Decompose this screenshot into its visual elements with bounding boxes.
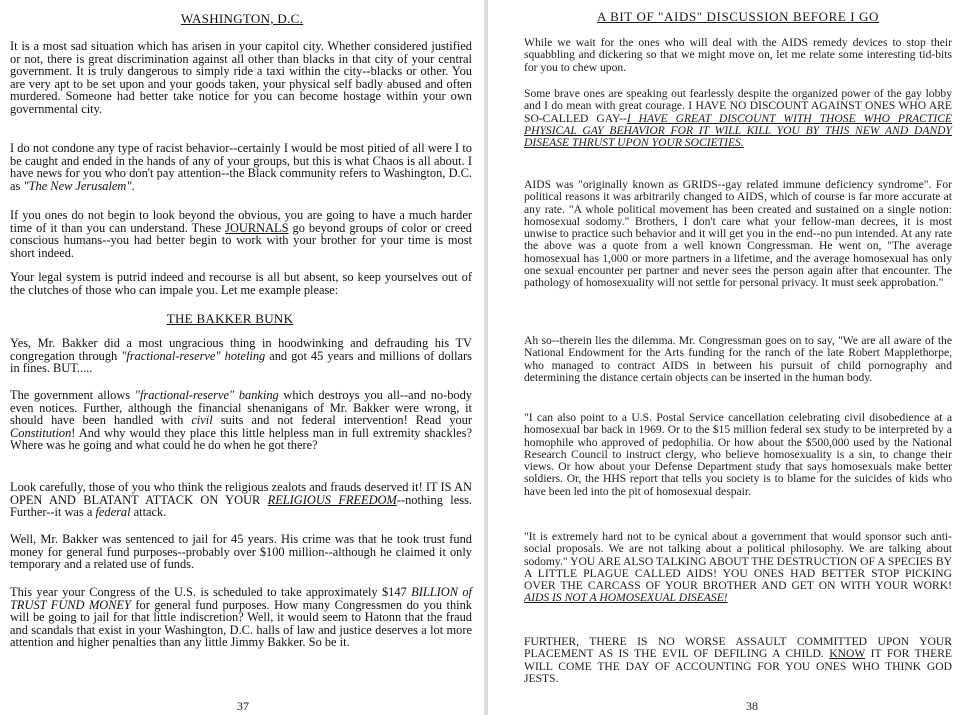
paragraph: "It is extremely hard not to be cynical about a government that would sponsor such anti-social proposals. We are not talking about a political philosophy. We are talking about sodomy." YOU ARE ALSO TALKING ABOUT THE DESTRUCTION OF A SPECIES BY A LITTLE PLAGUE CALLED AIDS! YOU ONES HAD BETTER STOP PICKING OVER THE CARCASS OF YOUR BROTHER AND GET ON WITH YOUR WORK! AIDS IS NOT A HOMOSEXUAL DISEASE! <box>524 530 952 605</box>
paragraph: Well, Mr. Bakker was sentenced to jail for 45 years. His crime was that he took trust fund money for general fund purposes--probably over $100 million--although he claimed it only temporary and a related use of funds. <box>10 532 472 572</box>
paragraph: It is a most sad situation which has arisen in your capitol city. Whether considered justified or not, there is great discrimination against all other than blacks in that city of your central government. It is truly dangerous to simply ride a taxi within the city--blacks or other. You are very apt to be set upon and your goods taken, your physical self badly abused and often murdered. Someone had better take notice for you can become hostage within your own governmental city. <box>10 39 472 116</box>
left-page <box>0 0 484 715</box>
paragraph: AIDS was "originally known as GRIDS--gay related immune deficiency syndrome". For political reasons it was arbitrarily changed to AIDS, which of course is far more accurate at any rate. "A whole political movement has been created and sustained on a single notion: homosexual sodomy." Brothers, I don't care what your fellow-man decrees, it is most unwise to practice such behavior and it will get you in the end--no pun intended. At any rate the above was a quote from a well known Congressman. He went on, "The average homosexual has 1,000 or more partners in a lifetime, and the average homosexual has only one sexual encounter per partner and never sees the person again after that encounter. The pathology of homosexuality will not settle for personal privacy. It must seek approbation." <box>524 178 952 290</box>
right-page <box>488 0 969 715</box>
paragraph: I do not condone any type of racist behavior--certainly I would be most pitied of all were I to be caught and ended in the hands of any of your groups, but this is what Chaos is all about. I have news for you who don't pay attention--the Black community refers to Washington, D.C. as "The New Jerusalem". <box>10 141 472 193</box>
section-heading-aids: A BIT OF "AIDS" DISCUSSION BEFORE I GO <box>596 9 879 24</box>
paragraph: The government allows "fractional-reserve" banking which destroys you all--and no-body even notices. Further, although the financial shenanigans of Mr. Bakker were wrong, it should have been handled with civil suits and not federal intervention! Read your Constitution! And why would they place this little helpless man in full extremity shackles? Where was he going and what could he do when he got there? <box>10 388 472 453</box>
paragraph: Look carefully, those of you who think the religious zealots and frauds deserved it! IT IS AN OPEN AND BLATANT ATTACK ON YOUR RELIGIOUS FREEDOM--nothing less. Further--it was a federal attack. <box>10 480 472 520</box>
paragraph: Your legal system is putrid indeed and recourse is all but absent, so keep yourselves out of the clutches of those who can impale you. Let me example please: <box>10 270 472 297</box>
paragraph: "I can also point to a U.S. Postal Service cancellation celebrating civil disobedience at a homosexual bar back in 1969. Or to the $15 million federal sex study to be interpreted by a homophile who approved of pedophilia. Or how about the $500,000 used by the National Research Council to instruct clergy, who believe homosexuality is a sin, to change their views. Or how about your Defense Department study that says homosexuals make better soldiers. Or, the HHS report that tells you society is to blame for the suicides of kids who have been led into the pit of homosexual despair. <box>524 411 952 498</box>
paragraph: While we wait for the ones who will deal with the AIDS remedy devices to stop their squabbling and dickering so that we might move on, let me relate some interesting tid-bits for you to chew upon. <box>524 36 952 74</box>
paragraph: Yes, Mr. Bakker did a most ungracious thing in hoodwinking and defrauding his TV congregation through "fractional-reserve" hoteling and got 45 years and millions of dollars in fines. BUT..... <box>10 336 472 376</box>
paragraph: Ah so--therein lies the dilemma. Mr. Congressman goes on to say, "We are all aware of the National Endowment for the Arts funding for the ranch of the late Robert Mapplethorpe, who managed to contract AIDS in between his pursuit of child pornography and determining the distance certain objects can be inserted in the human body. <box>524 334 952 384</box>
paragraph: FURTHER, THERE IS NO WORSE ASSAULT COMMITTED UPON YOUR PLACEMENT AS IS THE EVIL OF DEFILING A CHILD. KNOW IT FOR THERE WILL COME THE DAY OF ACCOUNTING FOR YOU ONES WHO THINK GOD JESTS. <box>524 635 953 685</box>
section-heading-bakker: THE BAKKER BUNK <box>166 311 294 326</box>
section-heading-washington: WASHINGTON, D.C. <box>180 11 304 26</box>
paragraph: Some brave ones are speaking out fearlessly despite the organized power of the gay lobby and I do mean with great courage. I HAVE NO DISCOUNT AGAINST ONES WHO ARE SO-CALLED GAY--I HAVE GREAT DISCOUNT WITH THOSE WHO PRACTICE PHYSICAL GAY BEHAVIOR FOR IT WILL KILL YOU BY THIS NEW AND DANDY DISEASE THRUST UPON YOUR SOCIETIES. <box>524 87 953 150</box>
page-number: 38 <box>746 699 758 713</box>
paragraph: If you ones do not begin to look beyond the obvious, you are going to have a much harder time of it than you can understand. These JOURNALS go beyond groups of color or creed conscious humans--you had better begin to work with your brother for your time is most short indeed. <box>10 208 473 260</box>
page-number: 37 <box>237 699 249 713</box>
paragraph: This year your Congress of the U.S. is scheduled to take approximately $147 BILLION of TRUST FUND MONEY for general fund purposes. How many Congressmen do you think will be going to jail for that little indiscretion? Well, it would seem to Hatonn that the fraud and scandals that exist in your Washington, D.C. halls of law and justice deserves a lot more attention and higher penalties than any little Jimmy Bakker. So be it. <box>10 585 472 650</box>
